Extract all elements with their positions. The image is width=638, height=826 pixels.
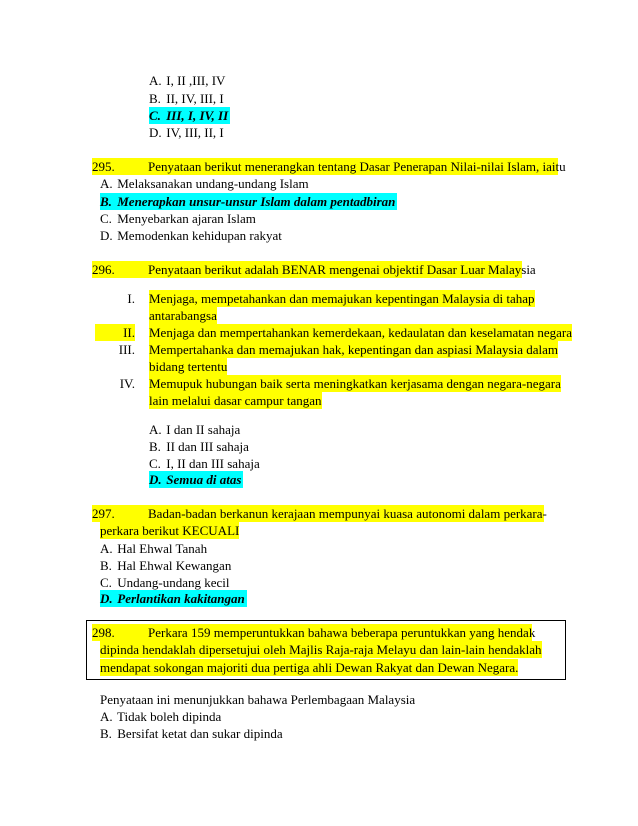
q297-question-line2: perkara berikut KECUALI	[100, 523, 240, 538]
q297-option-b: B. Hal Ehwal Kewangan	[100, 558, 232, 573]
q298-question-line3: mendapat sokongan majoriti dua pertiga ahli Dewan Rakyat dan Dewan Negara.	[100, 660, 519, 675]
q297-option-a: A. Hal Ehwal Tanah	[100, 541, 208, 556]
q296-statement-iii-line1: Mempertahanka dan memajukan hak, kepentingan dan aspiasi Malaysia dalam	[149, 342, 558, 357]
q298-option-b: B. Bersifat ketat dan sukar dipinda	[100, 726, 283, 741]
q297-option-c: C. Undang-undang kecil	[100, 575, 230, 590]
q298-prompt: Penyataan ini menunjukkan bahawa Perlembagaan Malaysia	[100, 692, 416, 707]
q296-question	[92, 261, 536, 278]
q296-numeral-iii: III.	[118, 342, 135, 357]
q294-option-c-answer: C. III, I, IV, II	[149, 108, 229, 123]
q298-question-line1: 298. Perkara 159 memperuntukkan bahawa beberapa peruntukkan yang hendak	[92, 625, 536, 640]
q294-option-b: B. II, IV, III, I	[149, 91, 224, 106]
q294-option-d: D. IV, III, II, I	[149, 125, 224, 140]
q298-option-a: A. Tidak boleh dipinda	[100, 709, 222, 724]
q296-statement-ii-line1: Menjaga dan mempertahankan kemerdekaan, kedaulatan dan keselamatan negara	[149, 325, 573, 340]
q295-option-b-answer: B. Menerapkan unsur-unsur Islam dalam pentadbiran	[100, 194, 396, 209]
q295-option-d: D. Memodenkan kehidupan rakyat	[100, 228, 282, 243]
q296-statement-iv-line2: lain melalui dasar campur tangan	[149, 393, 322, 408]
q295-option-c: C. Menyebarkan ajaran Islam	[100, 211, 256, 226]
q296-numeral-iv: IV.	[119, 376, 135, 391]
q295-text: Penyataan berikut menerangkan tentang Dasar Penerapan Nilai-nilai Islam, iaitu	[148, 159, 566, 174]
q297-option-d-answer: D. Perlantikan kakitangan	[100, 591, 245, 606]
q297-number: 297.	[92, 506, 115, 521]
q296-option-a: A. I dan II sahaja	[149, 422, 241, 437]
q296-option-d-answer: D. Semua di atas	[149, 472, 242, 487]
q295-question	[92, 158, 566, 175]
q295-number: 295.	[92, 159, 115, 174]
q296-option-b: B. II dan III sahaja	[149, 439, 249, 454]
q296-number: 296.	[92, 262, 115, 277]
q296-numeral-i: I.	[127, 291, 135, 306]
q296-option-c: C. I, II dan III sahaja	[149, 456, 260, 471]
q295-option-a: A. Melaksanakan undang-undang Islam	[100, 176, 309, 191]
q294-option-a: A. I, II ,III, IV	[149, 73, 226, 88]
q296-text: Penyataan berikut adalah BENAR mengenai objektif Dasar Luar Malaysia	[148, 262, 536, 277]
q296-statement-i-line2: antarabangsa	[149, 308, 217, 323]
q298-number: 298.	[92, 625, 115, 640]
q296-statement-i-line1: Menjaga, mempetahankan dan memajukan kepentingan Malaysia di tahap	[149, 291, 535, 306]
q297-question-line1: 297. Badan-badan berkanun kerajaan mempunyai kuasa autonomi dalam perkara-	[92, 506, 547, 521]
q298-question-line2: dipinda hendaklah dipersetujui oleh Majlis Raja-raja Melayu dan lain-lain hendaklah	[100, 642, 542, 657]
q296-statement-iv-line1: Memupuk hubungan baik serta meningkatkan kerjasama dengan negara-negara	[149, 376, 561, 391]
q296-numeral-ii: II.	[95, 324, 135, 341]
q296-statement-iii-line2: bidang tertentu	[149, 359, 228, 374]
